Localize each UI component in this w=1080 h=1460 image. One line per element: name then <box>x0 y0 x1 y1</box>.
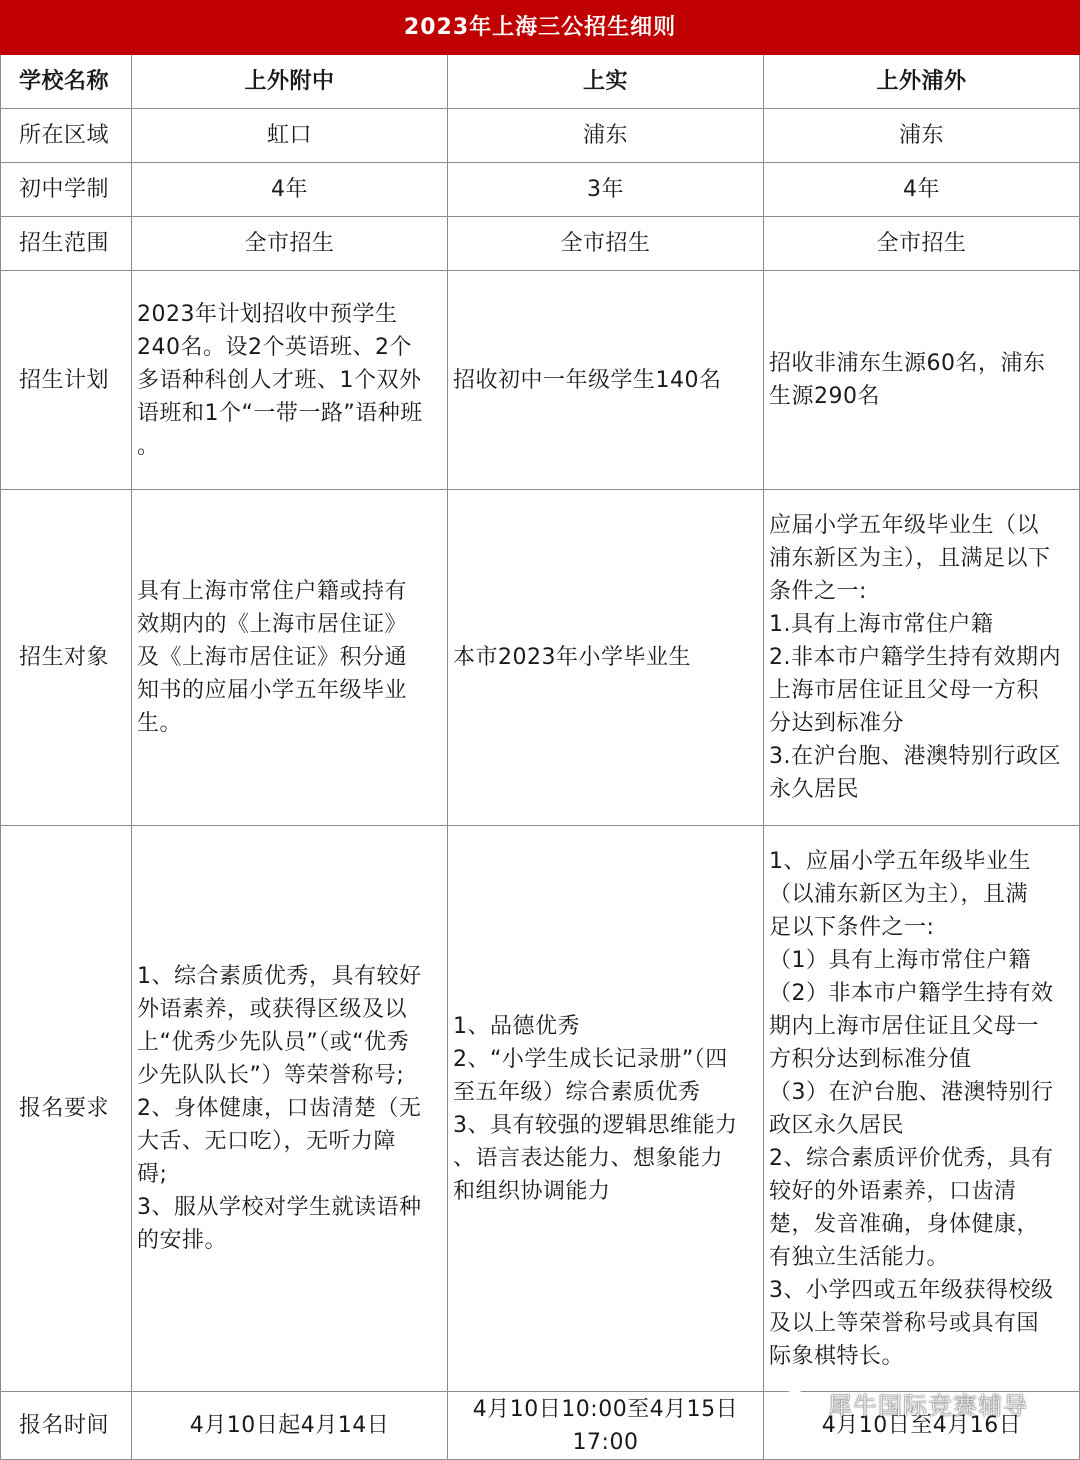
cell-district-shishi: 浦东 <box>448 109 764 163</box>
cell-requirements-swfs: 1、综合素质优秀，具有较好 外语素养，或获得区级及以 上“优秀少先队员”（或“优秀 少先队队长”）等荣誉称号; 2、身体健康，口齿清楚（无 大舌、无口吃），无听力障 碍; 3、服从学校对学生就读语种 的安排。 <box>132 826 448 1392</box>
row-label-requirements: 报名要求 <box>1 826 132 1392</box>
row-label-duration: 初中学制 <box>1 163 132 217</box>
table-row <box>1 826 1080 1392</box>
cell-registration-time-pwfs: 4月10日至4月16日 <box>764 1392 1080 1460</box>
watermark-text: 犀牛国际竞赛辅导 <box>828 1391 1028 1420</box>
cell-district-swfs: 虹口 <box>132 109 448 163</box>
table-row <box>1 109 1080 163</box>
row-label-target: 招生对象 <box>1 490 132 826</box>
cell-duration-pwfs: 4年 <box>764 163 1080 217</box>
row-label-registration-time: 报名时间 <box>1 1392 132 1460</box>
cell-target-shishi: 本市2023年小学毕业生 <box>448 490 764 826</box>
cell-scope-pwfs: 全市招生 <box>764 217 1080 271</box>
cell-requirements-shishi: 1、品德优秀 2、“小学生成长记录册”（四 至五年级）综合素质优秀 3、具有较强的逻辑思维能力 、语言表达能力、想象能力 和组织协调能力 <box>448 826 764 1392</box>
cell-plan-shishi: 招收初中一年级学生140名 <box>448 271 764 490</box>
cell-registration-time-shishi: 4月10日10:00至4月15日 17:00 <box>448 1392 764 1460</box>
row-label-scope: 招生范围 <box>1 217 132 271</box>
cell-target-pwfs: 应届小学五年级毕业生（以 浦东新区为主），且满足以下 条件之一: 1.具有上海市常住户籍 2.非本市户籍学生持有效期内 上海市居住证且父母一方积 分达到标准分 3.在沪台胞、港澳特别行政区 永久居民 <box>764 490 1080 826</box>
cell-district-pwfs: 浦东 <box>764 109 1080 163</box>
table-row <box>1 163 1080 217</box>
cell-target-swfs: 具有上海市常住户籍或持有 效期内的《上海市居住证》 及《上海市居住证》积分通 知书的应届小学五年级毕业 生。 <box>132 490 448 826</box>
title-row <box>1 1 1080 55</box>
cell-scope-shishi: 全市招生 <box>448 217 764 271</box>
school-name-swfs: 上外附中 <box>132 55 448 109</box>
header-label: 学校名称 <box>1 55 132 109</box>
cell-requirements-pwfs: 1、应届小学五年级毕业生 （以浦东新区为主），且满 足以下条件之一: （1）具有上海市常住户籍 （2）非本市户籍学生持有效 期内上海市居住证且父母一 方积分达到标准分值 （3）在沪台胞、港澳特别行 政区永久居民 2、综合素质评价优秀，具有 较好的外语素养，口齿清 楚，发音准确，身体健康， 有独立生活能力。 3、小学四或五年级获得校级 及以上等荣誉称号或具有国 际象棋特长。 <box>764 826 1080 1392</box>
table-row <box>1 490 1080 826</box>
table-row <box>1 271 1080 490</box>
cell-duration-shishi: 3年 <box>448 163 764 217</box>
school-name-shishi: 上实 <box>448 55 764 109</box>
cell-plan-swfs: 2023年计划招收中预学生 240名。设2个英语班、2个 多语种科创人才班、1个双外 语班和1个“一带一路”语种班 。 <box>132 271 448 490</box>
school-name-pwfs: 上外浦外 <box>764 55 1080 109</box>
row-label-district: 所在区域 <box>1 109 132 163</box>
watermark <box>780 1385 1028 1421</box>
cell-plan-pwfs: 招收非浦东生源60名，浦东 生源290名 <box>764 271 1080 490</box>
header-row <box>1 55 1080 109</box>
table-row <box>1 217 1080 271</box>
cell-duration-swfs: 4年 <box>132 163 448 217</box>
row-label-plan: 招生计划 <box>1 271 132 490</box>
cell-registration-time-swfs: 4月10日起4月14日 <box>132 1392 448 1460</box>
wechat-icon <box>780 1389 820 1417</box>
cell-scope-swfs: 全市招生 <box>132 217 448 271</box>
table-title: 2023年上海三公招生细则 <box>1 1 1080 55</box>
